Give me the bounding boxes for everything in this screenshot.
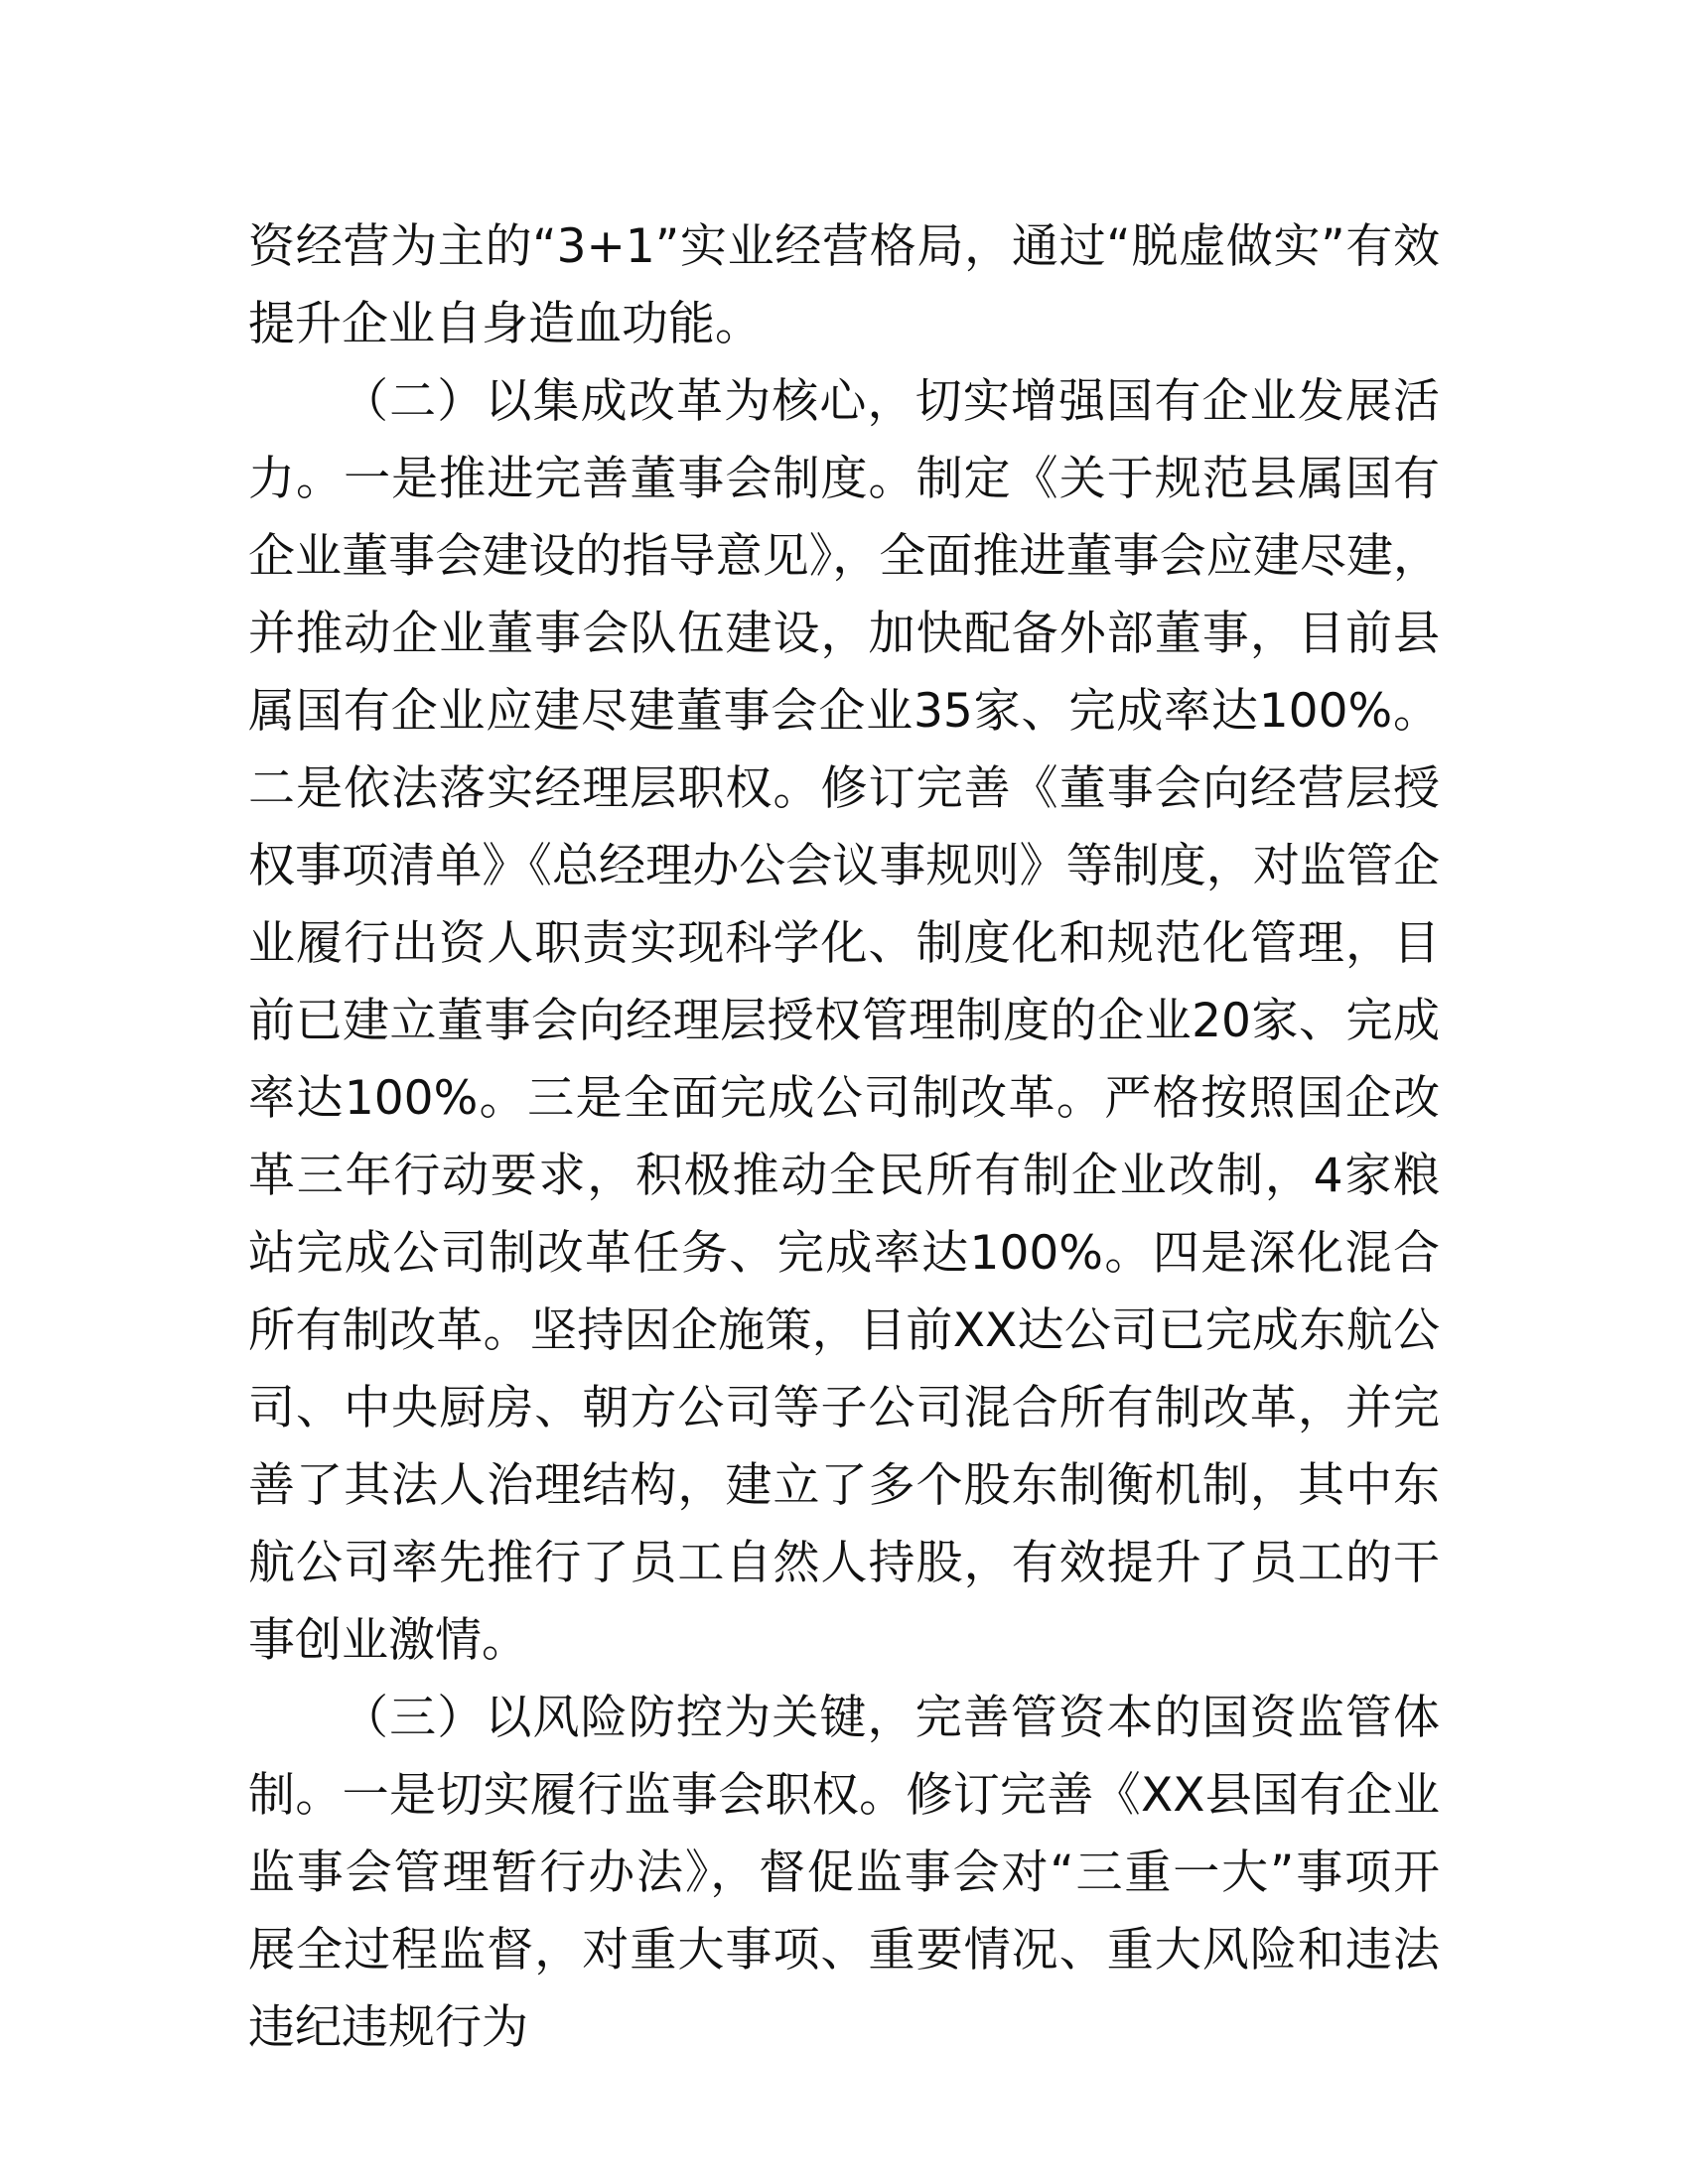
document-body <box>248 208 1440 2067</box>
paragraph-continuation: 资经营为主的“3+1”实业经营格局，通过“脱虚做实”有效提升企业自身造血功能。 <box>248 219 1440 351</box>
paragraph-section-two: （二）以集成改革为核心，切实增强国有企业发展活力。一是推进完善董事会制度。制定《关于规范县属国有企业董事会建设的指导意见》，全面推进董事会应建尽建，并推动企业董事会队伍建设，加快配备外部董事，目前县属国有企业应建尽建董事会企业35家、完成率达100%。二是依法落实经理层职权。修订完善《董事会向经营层授权事项清单》《总经理办公会议事规则》等制度，对监管企业履行出资人职责实现科学化、制度化和规范化管理，目前已建立董事会向经理层授权管理制度的企业20家、完成率达100%。三是全面完成公司制改革。严格按照国企改革三年行动要求，积极推动全民所有制企业改制，4家粮站完成公司制改革任务、完成率达100%。四是深化混合所有制改革。坚持因企施策，目前XX达公司已完成东航公司、中央厨房、朝方公司等子公司混合所有制改革，并完善了其法人治理结构，建立了多个股东制衡机制，其中东航公司率先推行了员工自然人持股，有效提升了员工的干事创业激情。 <box>248 374 1440 1668</box>
paragraph-section-three: （三）以风险防控为关键，完善管资本的国资监管体制。一是切实履行监事会职权。修订完善《XX县国有企业监事会管理暂行办法》，督促监事会对“三重一大”事项开展全过程监督，对重大事项、重要情况、重大风险和违法违纪违规行为 <box>248 1691 1440 2055</box>
